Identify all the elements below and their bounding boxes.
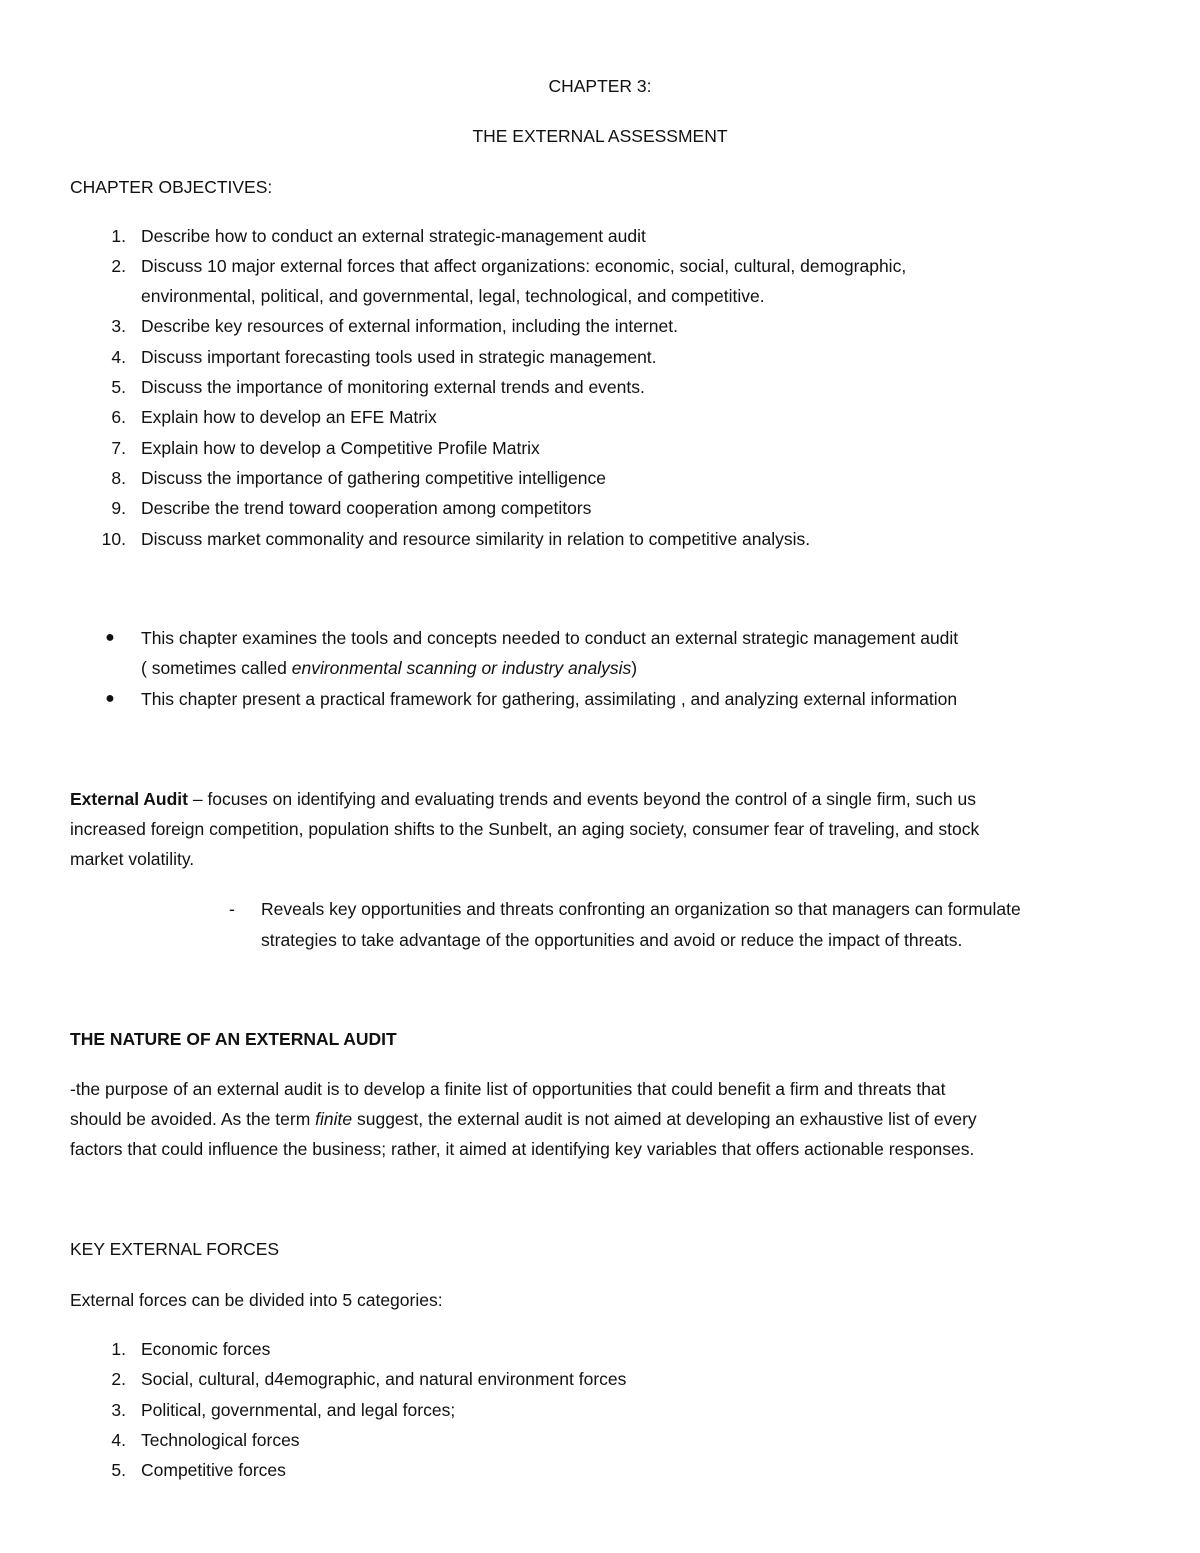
list-item-text: Economic forces <box>141 1339 271 1359</box>
bullet-text-italic: environmental scanning or industry analysis <box>291 658 632 678</box>
sub-point-text-continued: strategies to take advantage of the opportunities and avoid or reduce the impact of threats. <box>261 930 963 950</box>
paragraph-line: increased foreign competition, population shifts to the Sunbelt, an aging society, consumer fear of traveling, and stock <box>70 819 980 839</box>
bullet-icon: ● <box>105 629 115 646</box>
list-item-text: Explain how to develop an EFE Matrix <box>141 407 437 427</box>
chapter-title: THE EXTERNAL ASSESSMENT <box>472 126 728 146</box>
list-number: 1. <box>111 1339 126 1359</box>
section-heading: THE NATURE OF AN EXTERNAL AUDIT <box>70 1029 397 1049</box>
list-item-text: Discuss the importance of monitoring external trends and events. <box>141 377 645 397</box>
list-item-text: Describe the trend toward cooperation among competitors <box>141 498 592 518</box>
section-heading: KEY EXTERNAL FORCES <box>70 1239 280 1259</box>
list-number: 2. <box>111 256 126 276</box>
list-number: 3. <box>111 316 126 336</box>
paragraph-line <box>70 1108 977 1130</box>
list-item-text-continued: environmental, political, and governmental, legal, technological, and competitive. <box>141 286 765 306</box>
list-number: 1. <box>111 226 126 246</box>
text-italic: finite <box>315 1109 353 1129</box>
bullet-text-continued <box>141 657 637 679</box>
list-item-text: Political, governmental, and legal forces; <box>141 1400 456 1420</box>
list-number: 5. <box>111 377 126 397</box>
chapter-number: CHAPTER 3: <box>548 76 652 96</box>
list-number: 7. <box>111 438 126 458</box>
list-item-text: Discuss 10 major external forces that affect organizations: economic, social, cultural, demographic, <box>141 256 907 276</box>
list-number: 2. <box>111 1369 126 1389</box>
text-pre: should be avoided. As the term <box>70 1109 316 1129</box>
list-number: 4. <box>111 1430 126 1450</box>
paragraph-line: -the purpose of an external audit is to develop a finite list of opportunities that could benefit a firm and threats that <box>70 1079 946 1099</box>
list-item-text: Technological forces <box>141 1430 300 1450</box>
list-number: 6. <box>111 407 126 427</box>
paragraph-line: factors that could influence the business; rather, it aimed at identifying key variables that offers actionable responses. <box>70 1139 975 1159</box>
list-item-text: Describe key resources of external information, including the internet. <box>141 316 678 336</box>
list-item-text: Discuss the importance of gathering competitive intelligence <box>141 468 606 488</box>
list-number: 3. <box>111 1400 126 1420</box>
list-item-text: Describe how to conduct an external strategic-management audit <box>141 226 646 246</box>
objectives-heading: CHAPTER OBJECTIVES: <box>70 177 273 197</box>
list-number: 9. <box>111 498 126 518</box>
list-item-text: Social, cultural, d4emographic, and natural environment forces <box>141 1369 627 1389</box>
paragraph-line: market volatility. <box>70 849 195 869</box>
dash-marker: - <box>229 899 235 919</box>
bullet-icon: ● <box>105 690 115 707</box>
bullet-text: This chapter examines the tools and concepts needed to conduct an external strategic management audit <box>141 628 959 648</box>
list-number: 8. <box>111 468 126 488</box>
paragraph-line <box>70 788 976 810</box>
section-intro: External forces can be divided into 5 categories: <box>70 1290 443 1310</box>
list-item-text: Discuss important forecasting tools used in strategic management. <box>141 347 657 367</box>
bullet-text-post: ) <box>631 658 638 678</box>
list-number: 10. <box>101 529 126 549</box>
list-item-text: Competitive forces <box>141 1460 286 1480</box>
sub-point-text: Reveals key opportunities and threats confronting an organization so that managers can formulate <box>261 899 1021 919</box>
list-number: 4. <box>111 347 126 367</box>
term-definition: – focuses on identifying and evaluating trends and events beyond the control of a single firm, such us <box>187 789 976 809</box>
text-post: suggest, the external audit is not aimed at developing an exhaustive list of every <box>352 1109 977 1129</box>
term-bold: External Audit <box>70 789 188 809</box>
list-number: 5. <box>111 1460 126 1480</box>
bullet-text: This chapter present a practical framework for gathering, assimilating , and analyzing external information <box>141 689 958 709</box>
bullet-text-pre: ( sometimes called <box>141 658 292 678</box>
list-item-text: Explain how to develop a Competitive Profile Matrix <box>141 438 540 458</box>
list-item-text: Discuss market commonality and resource similarity in relation to competitive analysis. <box>141 529 811 549</box>
